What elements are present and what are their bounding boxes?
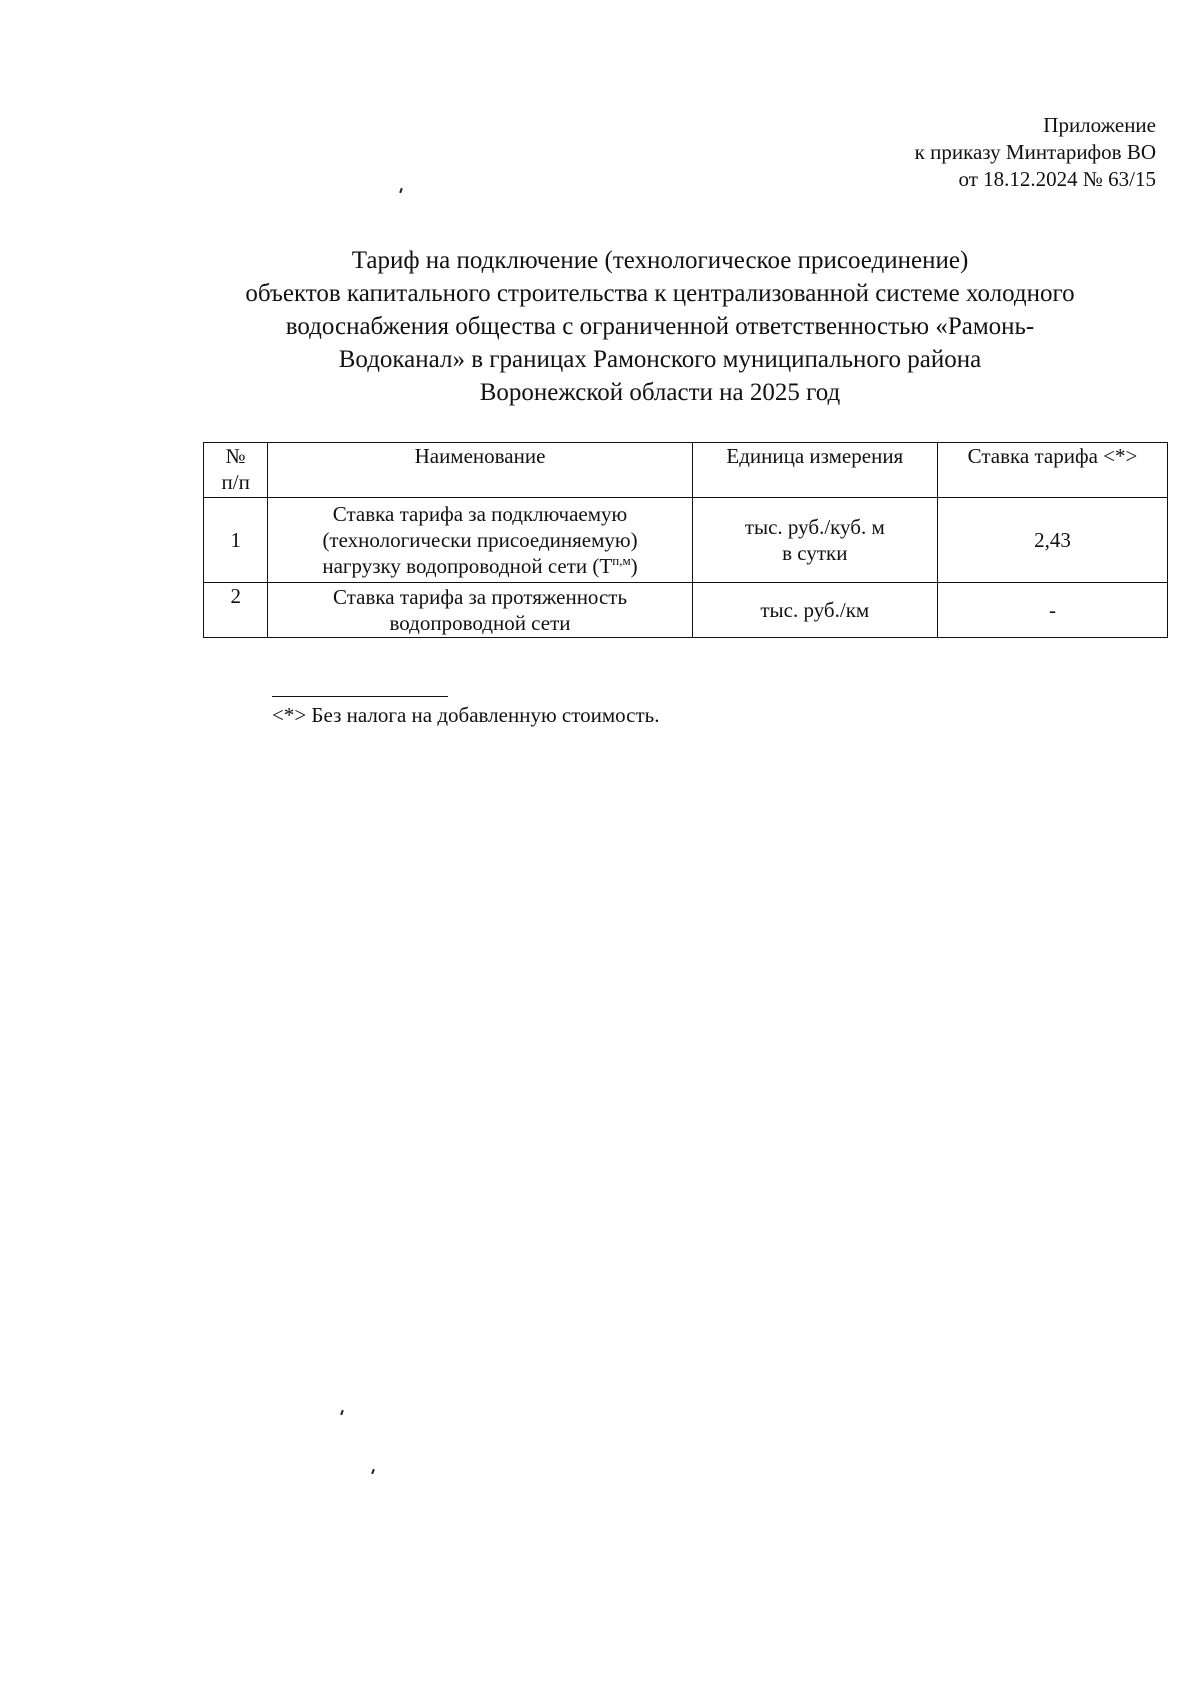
- row-1-unit-line-2: в сутки: [782, 541, 848, 565]
- table-row: [204, 498, 1168, 583]
- header-name-text: Наименование: [414, 444, 546, 468]
- row-1-name: [268, 498, 692, 583]
- footnote-divider: [272, 696, 448, 697]
- scan-speck: [340, 1410, 344, 1415]
- row-2-rate: -: [937, 583, 1167, 638]
- header-rate: [937, 443, 1167, 498]
- header-number: [204, 443, 268, 498]
- table-header-row: [204, 443, 1168, 498]
- header-unit-text: Единица измерения: [726, 444, 904, 468]
- row-1-name-line-3-text: нагрузку водопроводной сети (Т: [322, 554, 613, 578]
- footnote-text: <*> Без налога на добавленную стоимость.: [272, 703, 660, 727]
- header-number-line-1: №: [225, 444, 246, 468]
- row-2-number: 2: [204, 583, 268, 638]
- row-1-name-line-1: Ставка тарифа за подключаемую: [332, 502, 628, 526]
- row-1-number: 1: [204, 498, 268, 583]
- scan-speck: [399, 188, 403, 193]
- row-1-name-superscript: п,м: [612, 553, 631, 568]
- scan-speck: [371, 1469, 375, 1474]
- table-row: [204, 583, 1168, 638]
- row-1-unit: [692, 498, 937, 583]
- title-line-5: Воронежской области на 2025 год: [479, 379, 841, 406]
- header-rate-text: Ставка тарифа <*>: [967, 444, 1138, 468]
- title-line-1: Тариф на подключение (технологическое присоединение): [351, 247, 969, 274]
- row-1-name-line-3: [272, 553, 687, 579]
- document-title: [160, 244, 1160, 409]
- row-1-name-line-2: (технологически присоединяемую): [322, 528, 638, 552]
- row-1-name-close-paren: ): [630, 554, 638, 578]
- title-line-3: водоснабжения общества с ограниченной ответственностью «Рамонь-: [285, 313, 1035, 340]
- title-line-2: объектов капитального строительства к централизованной системе холодного: [245, 280, 1075, 307]
- row-2-name-line-1: Ставка тарифа за протяженность: [332, 585, 628, 609]
- row-2-name-line-2: водопроводной сети: [389, 611, 571, 635]
- appendix-order-ref: к приказу Минтарифов ВО: [914, 140, 1156, 164]
- row-1-rate: 2,43: [937, 498, 1167, 583]
- header-name: [268, 443, 692, 498]
- appendix-reference: [915, 112, 1156, 193]
- title-line-4: Водоканал» в границах Рамонского муниципального района: [338, 346, 982, 373]
- tariff-table: [203, 442, 1168, 638]
- row-2-unit: тыс. руб./км: [692, 583, 937, 638]
- header-unit: [692, 443, 937, 498]
- header-number-line-2: п/п: [221, 470, 250, 494]
- row-2-name: [268, 583, 692, 638]
- appendix-order-date: от 18.12.2024 № 63/15: [958, 167, 1156, 191]
- appendix-label: Приложение: [1043, 113, 1156, 137]
- row-1-unit-line-1: тыс. руб./куб. м: [744, 515, 885, 539]
